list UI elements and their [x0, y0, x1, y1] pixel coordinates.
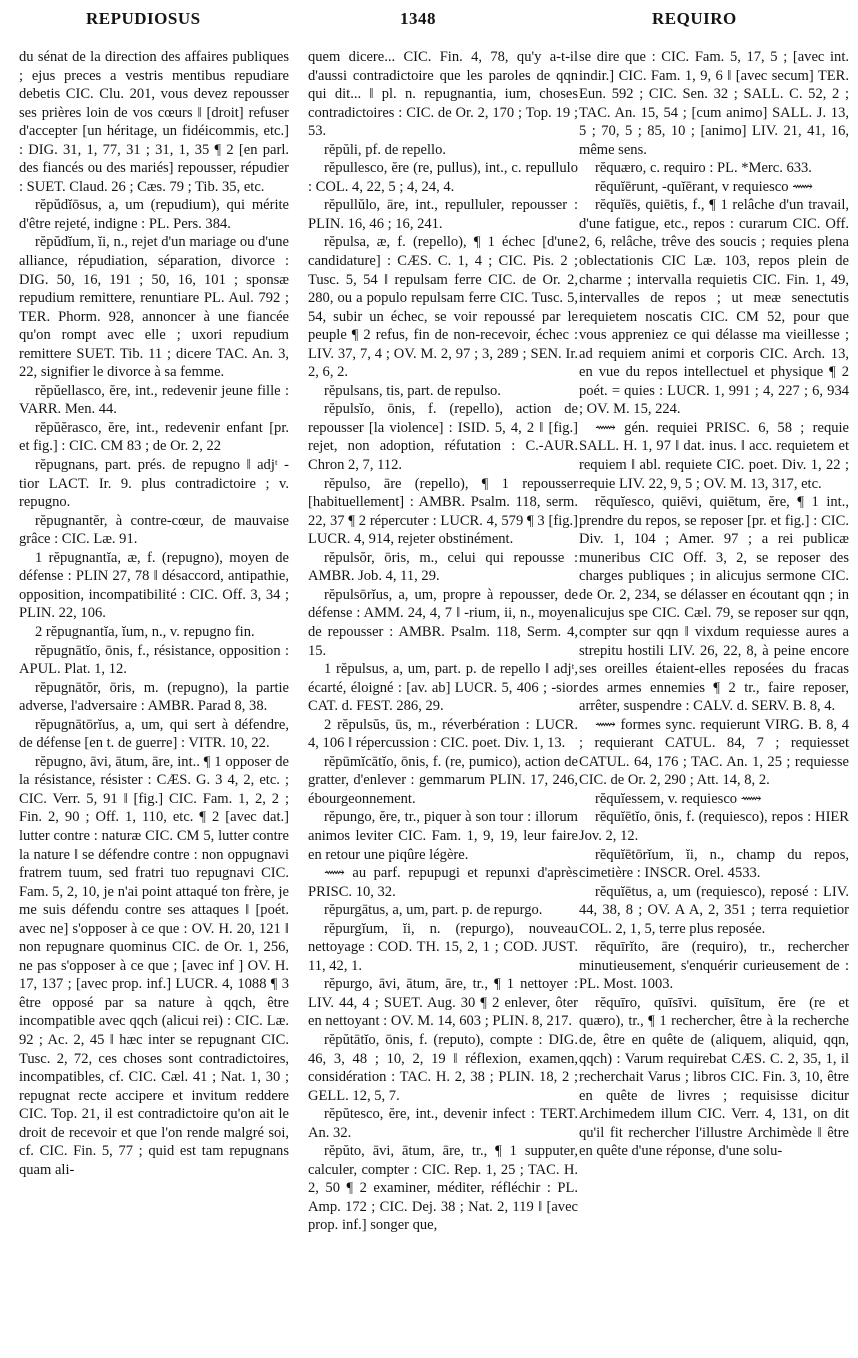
entry-requies: rĕquĭēs, quiētis, f., ¶ 1 relâche d'un travail, d'une fatigue, etc., repos : curarum CIC. Off. 2, 6, relâche, trêve des soucis ; requies plena oblectationis CIC Læ. 103, repos plein de charme ; intervalla requietis CIC. Fin. 1, 49, intervalles de repos ; ut meæ senectutis requietem noscatis CIC. CM 52, pour que vous appreniez ce qui délasse ma vieillesse ; ad requiem animi et corporis CIC. Arch. 13, en vue du repos intellectuel et physique ¶ 2 poét. = quies : LUCR. 1, 991 ; 4, 227 ; 6, 934 ; OV. M. 15, 224. [579, 197, 849, 418]
entry-repulsor: rĕpulsŏr, ōris, m., celui qui repousse : AMBR. Job. 4, 11, 29. [308, 549, 578, 585]
entry-requierunt: rĕquĭērunt, -quĭērant, v requiesco ⟿ [595, 178, 813, 195]
entry-repurgatus: rĕpurgātus, a, um, part. p. de repurgo. [324, 902, 543, 919]
entry-repudium: rĕpŭdĭum, ĭi, n., rejet d'un mariage ou d'une alliance, répudiation, séparation, divorce : DIG. 50, 16, 191 ; 50, 16, 101 ; sponsæ repudium remittere, renuntiare PL. Aul. 792 ; TER. Phorm. 928, annoncer à une fiancée qu'on rompt avec elle ; uxori repudium remittere SUET. Tib. 11 ; dicere TAC. An. 3, 22, signifier le divorce à sa femme. [19, 234, 289, 381]
entry-reputatio: rĕpŭtātĭo, ōnis, f. (reputo), compte : DIG. 46, 3, 48 ; 10, 2, 19 ‖ réflexion, examen, considération : TAC. H. 2, 38 ; PLIN. 18, 2 ; GELL. 12, 5, 7. [308, 1031, 578, 1104]
entry-repugnator: rĕpugnātŏr, ōris, m. (repugno), la partie adverse, l'adversaire : AMBR. Parad 8, 38. [19, 679, 289, 715]
running-header [0, 5, 858, 31]
entry-repugnanter: rĕpugnantĕr, à contre-cœur, de mauvaise grâce : CIC. Læ. 91. [19, 512, 289, 548]
entry-requirito: rĕquīrĭto, āre (requiro), tr., rechercher minutieusement, s'enquérir curieusement de : PL. Most. 1003. [579, 939, 849, 993]
entry-repulsus-1: 1 rĕpulsus, a, um, part. p. de repello ‖ adjᵗ, écarté, éloigné : [av. ab] LUCR. 5, 406 ; -sior CAT. d. FEST. 286, 29. [308, 661, 578, 715]
entry-continuation: se dire que : CIC. Fam. 5, 17, 5 ; [avec int. indir.] CIC. Fam. 1, 9, 6 ‖ [avec secum] TER. Eun. 592 ; CIC. Sen. 32 ; SALL. C. 52, 2 ; TAC. An. 15, 54 ; [cum animo] SALL. J. 13, 5 ; 70, 5 ; 85, 10 ; [animo] LIV. 21, 41, 16, même sens. [579, 49, 849, 158]
entry-repumicatio: rĕpūmĭcātĭo, ōnis, f. (re, pumico), action de gratter, d'enlever : gemmarum PLIN. 17, 246, ébourgeonnement. [308, 753, 578, 807]
entry-repuerasco: rĕpŭĕrasco, ĕre, int., redevenir enfant [pr. et fig.] : CIC. CM 83 ; de Or. 2, 22 [19, 419, 289, 455]
entry-repulsio: rĕpulsĭo, ōnis, f. (repello), action de repousser [la violence] : ISID. 5, 4, 2 ‖ [fig.] rejet, non adoption, réfutation : C.-AUR. Chron 2, 7, 112. [308, 401, 578, 474]
header-left-guideword: REPUDIOSUS [86, 9, 201, 28]
entry-repugno: rĕpugno, āvi, ātum, āre, int.. ¶ 1 opposer de la résistance, résister : CÆS. G. 3 4, 2, etc. ; CIC. Verr. 5, 91 ‖ [fig.] CIC. Fam. 1, 2, 2 ; Fin. 2, 90 ; Off. 1, 110, etc. ¶ 2 [avec dat.] lutter contre : naturæ CIC. CM 5, lutter contre la nature ‖ se défendre contre : non oppugnavi fratrem tuum, sed fratri tuo repugnavi CIC. Fam. 5, 2, 10, je n'ai point attaqué ton frère, je me suis défendu contre ses attaques ‖ [poét. avec ne] s'opposer à ce que : OV. H. 20, 121 ‖ non repugnare quominus CIC. de Or. 1, 256, ne pas s'opposer à ce que ; [avec inf ] OV. H. 17, 137 ; [avec prop. inf.] LUCR. 4, 1088 ¶ 3 être opposé par sa nature à qqch, être incompatible avec qqch (alicui rei) : CIC. Læ. 92 ; Ac. 2, 45 ‖ hæc inter se repugnant CIC. Tusc. 2, 72, ces choses sont contradictoires, incompatibles, cf. CIC. Cæl. 41 ; Nat. 1, 30 ; repugnat recte accipere et invitum reddere CIC. Top. 21, il est contradictoire qu'on ait le droit de recevoir et que l'on rende malgré soi, cf. CIC. Fin. 5, 77 ; quid est tam repugnans quam ali- [19, 753, 289, 1178]
entry-requiesco-forms-note: ⟿ formes sync. requierunt VIRG. B. 8, 4 ; requierant CATUL. 84, 7 ; requiesset CATUL. 64, 176 ; TAC. An. 1, 25 ; requiesse CIC. de Or. 2, 290 ; Att. 14, 8, 2. [579, 716, 849, 789]
entry-repulsus-2: 2 rĕpulsŭs, ūs, m., réverbération : LUCR. 4, 106 ‖ répercussion : CIC. poet. Div. 1, 13. [308, 716, 578, 752]
entry-repugnatio: rĕpugnātĭo, ōnis, f., résistance, opposition : APUL. Plat. 1, 12. [19, 642, 289, 678]
column-3 [579, 48, 849, 1353]
page-number: 1348 [400, 9, 436, 28]
entry-requietorium: rĕquĭētōrĭum, ĭi, n., champ du repos, cimetière : INSCR. Orel. 4533. [579, 846, 849, 882]
entry-continuation: du sénat de la direction des affaires publiques ; ejus preces a vestris mentibus repudiare debetis CIC. Clu. 201, vous devez repousser ses prières loin de vos cœurs ‖ [droit] refuser d'accepter [un héritage, un fidéicommis, etc.] : DIG. 31, 1, 77, 31 ; 31, 1, 35 ¶ 2 [en parl. des fiancés ou des mariés] repousser, répudier : SUET. Claud. 26 ; Cæs. 79 ; Tib. 35, etc. [19, 49, 289, 195]
entry-requiro: rĕquīro, quīsīvi. quīsītum, ĕre (re et quæro), tr., ¶ 1 rechercher, être à la recherche de, être en quête de (aliquem, aliquid, qqn, qqch) : Varum requirebat CÆS. C. 2, 35, 1, il recherchait Varus ; libros CIC. Fin. 3, 10, être en quête de livres ; requisisse dicitur Archimedem illum CIC. Verr. 4, 131, on dit qu'il fit rechercher l'illustre Archimède ‖ être en quête d'une réponse, d'une solu- [579, 994, 849, 1160]
entry-reputesco: rĕpŭtesco, ĕre, int., devenir infect : TERT. An. 32. [308, 1106, 578, 1141]
dictionary-columns [19, 48, 849, 1353]
entry-repulsa: rĕpulsa, æ, f. (repello), ¶ 1 échec [d'une candidature] : CÆS. C. 1, 4 ; CIC. Pis. 2 ; Tusc. 5, 54 ‖ repulsam ferre CIC. de Or. 2, 280, ou a populo repulsam ferre CIC. Tusc. 5, 54, subir un échec, se voir repoussé par le peuple ¶ 2 refus, fin de non-recevoir, échec : LIV. 37, 7, 4 ; OV. M. 2, 97 ; 3, 289 ; SEN. Ir. 2, 6, 2. [308, 234, 578, 381]
entry-repullesco: rĕpullesco, ĕre (re, pullus), int., c. repullulo : COL. 4, 22, 5 ; 4, 24, 4. [308, 160, 578, 195]
entry-repugnans: rĕpugnans, part. prés. de repugno ‖ adjᵗ -tior LACT. Ir. 9. plus contradictoire ; v. repugno. [19, 457, 289, 511]
entry-repugnatorius: rĕpugnātōrĭus, a, um, qui sert à défendre, de défense [en t. de guerre] : VITR. 10, 22. [19, 716, 289, 752]
header-right-guideword: REQUIRO [652, 9, 737, 28]
entry-repungo: rĕpungo, ĕre, tr., piquer à son tour : illorum animos leviter CIC. Fam. 1, 9, 19, leur faire en retour une piqûre légère. [308, 809, 578, 863]
entry-repullulo: rĕpullŭlo, āre, int., repulluler, repousser : PLIN. 16, 46 ; 16, 241. [308, 197, 578, 232]
entry-repudiosus: rĕpŭdĭōsus, a, um (repudium), qui mérite d'être rejeté, indigne : PL. Pers. 384. [19, 197, 289, 232]
column-1 [19, 48, 289, 1353]
entry-repulsans: rĕpulsans, tis, part. de repulso. [324, 382, 501, 399]
entry-repulso: rĕpulso, āre (repello), ¶ 1 repousser [habituellement] : AMBR. Psalm. 118, serm. 22, 37 ¶ 2 répercuter : LUCR. 4, 579 ¶ 3 [fig.] LUCR. 4, 914, rejeter obstinément. [308, 475, 578, 548]
column-2 [308, 48, 578, 1353]
entry-repugnantia-2: 2 rĕpugnantĭa, ĭum, n., v. repugno fin. [35, 623, 255, 640]
entry-repurgium: rĕpurgĭum, ĭi, n. (repurgo), nouveau nettoyage : COD. TH. 15, 2, 1 ; COD. JUST. 11, 42, 1. [308, 920, 578, 974]
entry-requiesco: rĕquĭesco, quiēvi, quiētum, ĕre, ¶ 1 int., prendre du repos, se reposer [pr. et fig.] : CIC. Div. 1, 104 ; Amer. 97 ; a rei publicæ muneribus CIC Off. 3, 2, se reposer des charges publiques ; in alicujus sermone CIC. de Or. 2, 234, se délasser en écoutant qqn ; in alicujus spe CIC. Cæl. 79, se reposer sur qqn, compter sur qqn ‖ vixdum requiesse aures a strepitu hostili LIV. 26, 22, 8, à peine encore ses oreilles étaient-elles reposées du fracas des armes ennemies ¶ 2 tr., faire reposer, arrêter, suspendre : CALV. d. SERV. B. 8, 4. [579, 494, 849, 715]
entry-repulsorius: rĕpulsōrĭus, a, um, propre à repousser, de défense : AMM. 24, 4, 7 ‖ -rium, ii, n., moyen de repousser : AMBR. Psalm. 118, Serm. 4, 15. [308, 586, 578, 659]
entry-requiessem: rĕquĭessem, v. requiesco ⟿ [595, 790, 762, 807]
entry-continuation: quem dicere... CIC. Fin. 4, 78, qu'y a-t-il d'aussi contradictoire que les paroles de qqn qui dit... ‖ pl. n. repugnantia, ium, choses contradictoires : CIC. de Or. 2, 170 ; Top. 19 ; 53. [308, 49, 578, 140]
entry-requaero: rĕquæro, c. requiro : PL. *Merc. 633. [595, 160, 812, 177]
entry-repugnantia-1: 1 rĕpugnantĭa, æ, f. (repugno), moyen de défense : PLIN 27, 78 ‖ désaccord, antipathie, opposition, incompatibilité : CIC. Off. 3, 34 ; PLIN. 22, 106. [19, 549, 289, 622]
entry-repungo-forms-note: ⟿ au parf. repupugi et repunxi d'après PRISC. 10, 32. [308, 865, 578, 900]
entry-requies-forms-note: ⟿ gén. requiei PRISC. 6, 58 ; requie SALL. H. 1, 97 ‖ dat. inus. ‖ acc. requietem et requiem ‖ abl. requiete CIC. poet. Div. 1, 22 ; requie LIV. 22, 9, 5 ; OV. M. 13, 317, etc. [579, 419, 849, 492]
entry-requietio: rĕquĭētĭo, ōnis, f. (requiesco), repos : HIER Jov. 2, 12. [579, 809, 849, 844]
entry-requietus: rĕquĭētus, a, um (requiesco), reposé : LIV. 44, 38, 8 ; OV. A A, 2, 351 ; terra requietior COL. 2, 1, 5, terre plus reposée. [579, 883, 849, 937]
entry-reputo: rĕpŭto, āvi, ātum, āre, tr., ¶ 1 supputer, calculer, compter : CIC. Rep. 1, 25 ; TAC. H. 2, 50 ¶ 2 examiner, méditer, réfléchir : PL. Amp. 172 ; CIC. Dej. 38 ; Nat. 2, 119 ‖ [avec prop. inf.] songer que, [308, 1143, 578, 1234]
entry-repuellasco: rĕpŭellasco, ĕre, int., redevenir jeune fille : VARR. Men. 44. [19, 382, 289, 418]
entry-repurgo: rĕpurgo, āvi, ātum, āre, tr., ¶ 1 nettoyer : LIV. 44, 4 ; SUET. Aug. 30 ¶ 2 enlever, ôter en nettoyant : OV. M. 14, 603 ; PLIN. 8, 217. [308, 976, 578, 1030]
entry-repuli: rĕpŭli, pf. de repello. [324, 141, 446, 158]
